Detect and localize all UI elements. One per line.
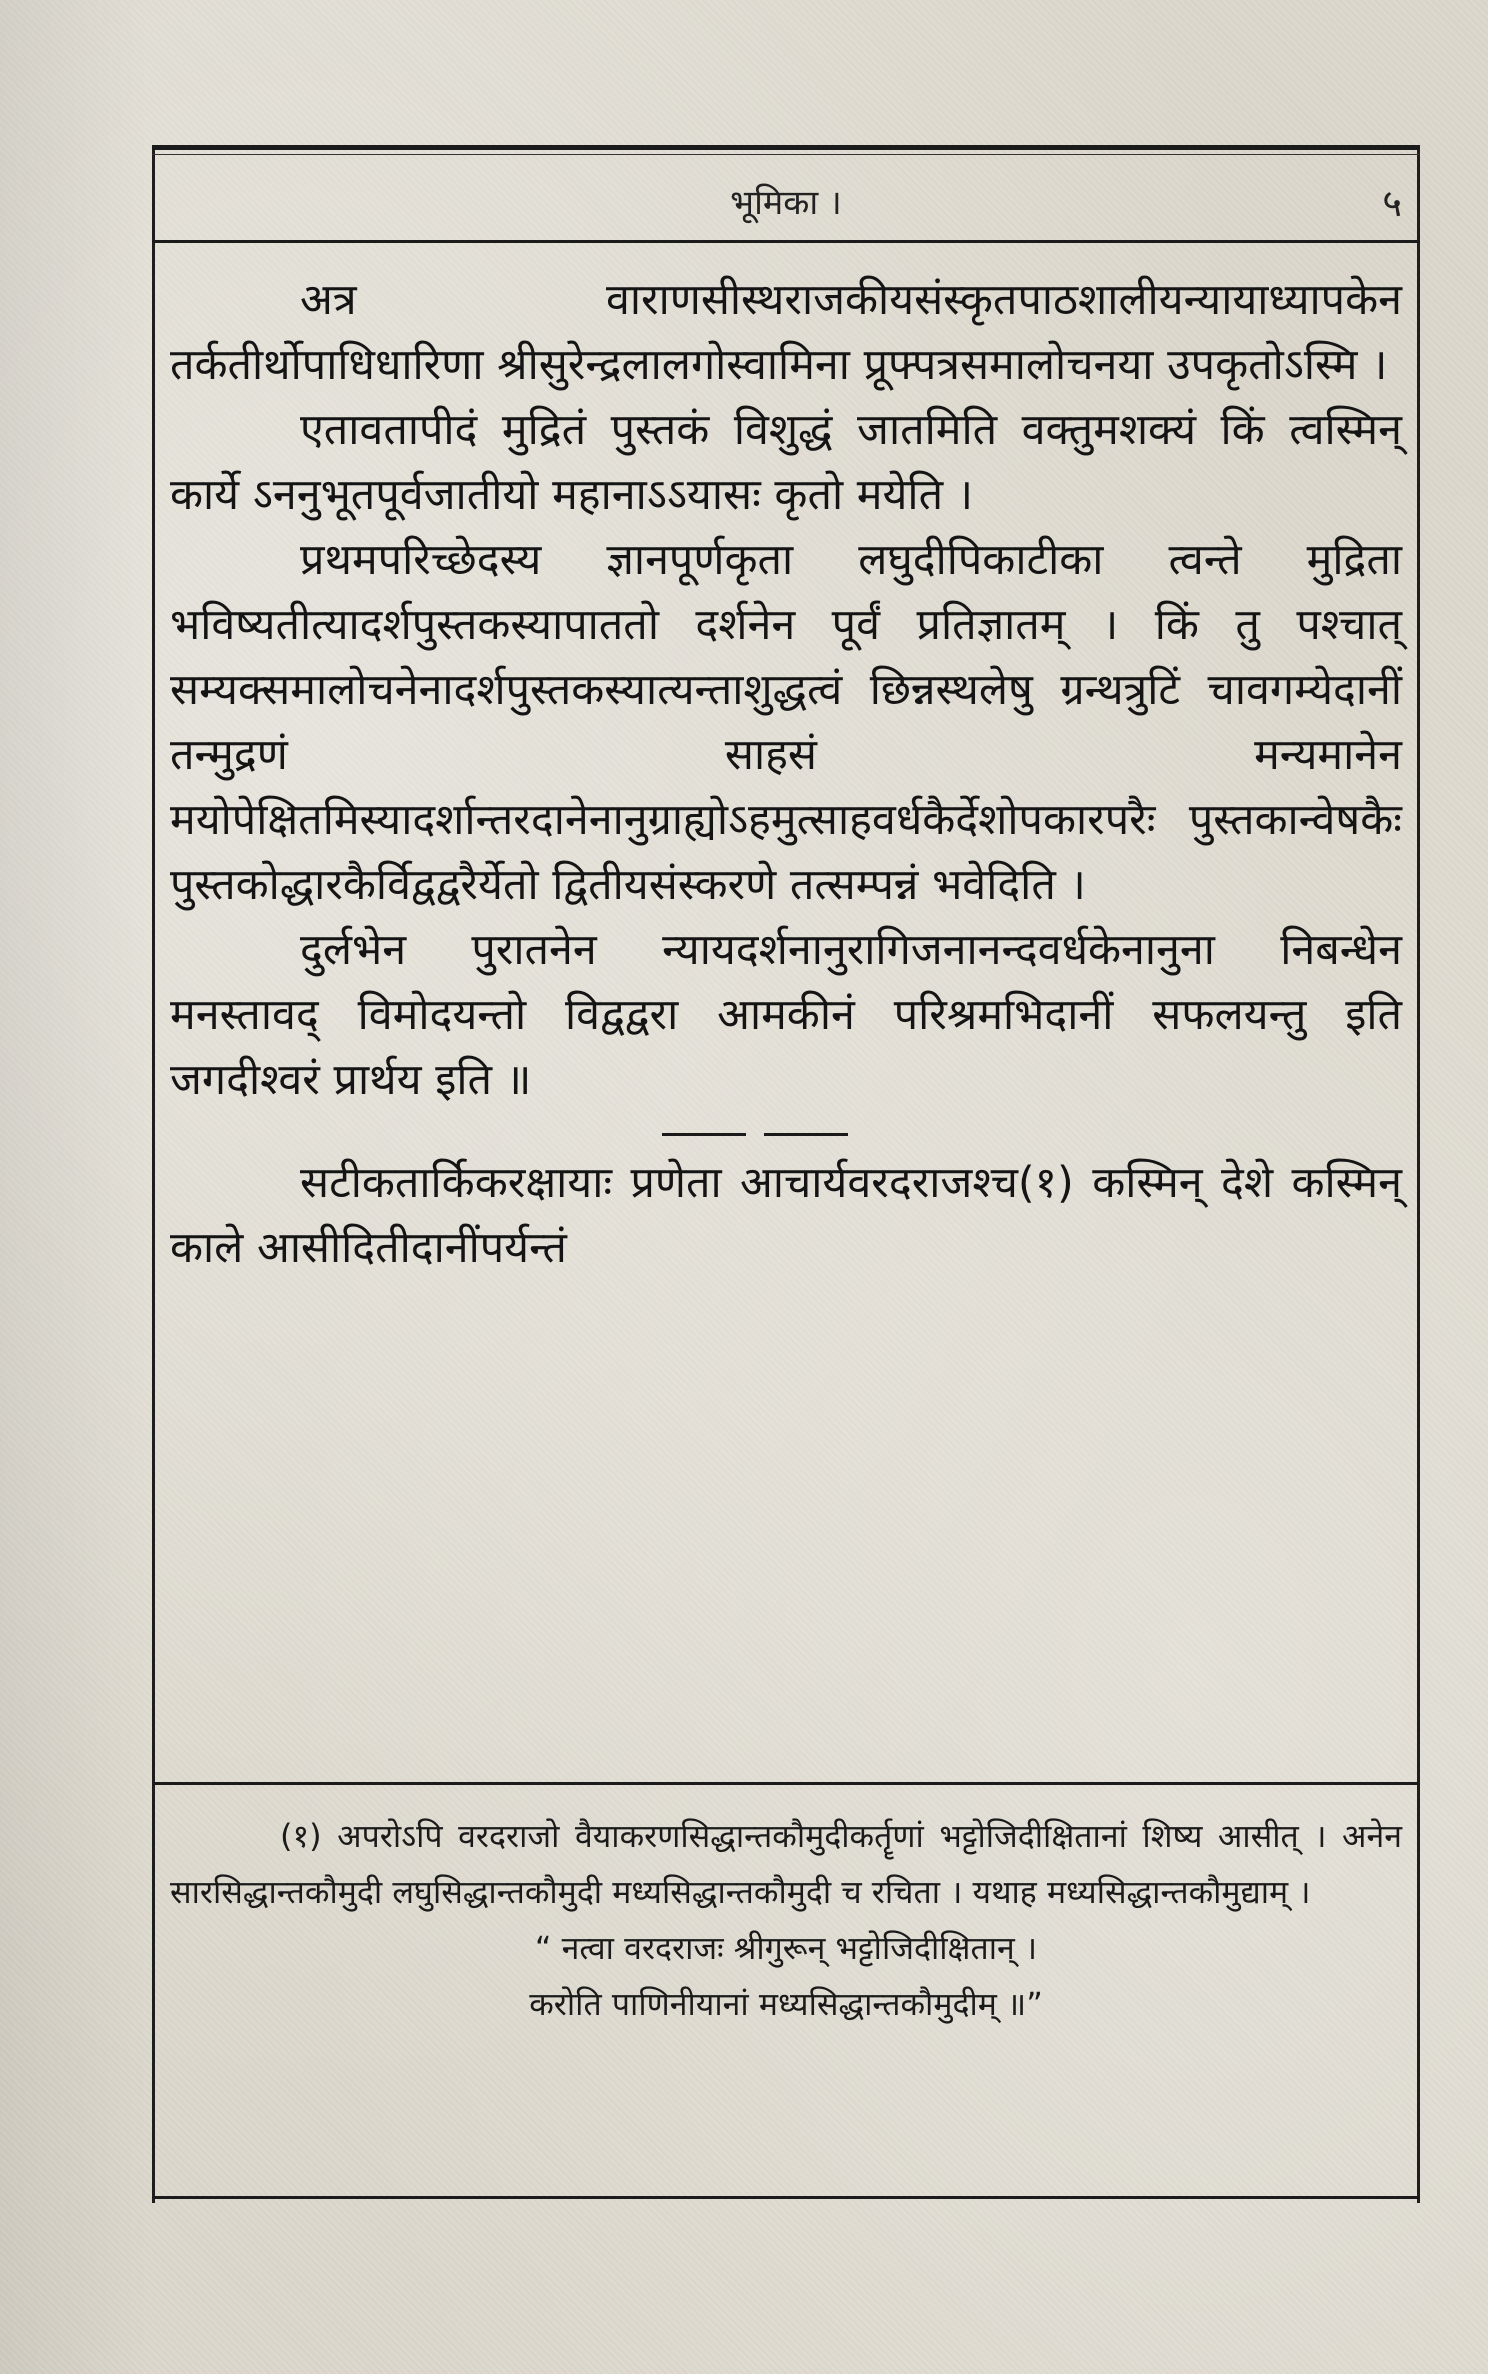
bottom-rule — [152, 2196, 1420, 2199]
footnote-verse-line: करोति पाणिनीयानां मध्यसिद्धान्तकौमुदीम् ॥” — [529, 1985, 1043, 2023]
top-rule-thin — [152, 154, 1420, 155]
paragraph: एतावतापीदं मुद्रितं पुस्तकं विशुद्धं जातमिति वक्तुमशक्यं किं त्वस्मिन् कार्ये ऽननुभूतपूर्वजातीयो महानाऽऽयासः कृतो मयेति । — [170, 405, 1402, 520]
page-number: ५ — [1382, 181, 1402, 225]
page-margin-shadow — [0, 0, 150, 2374]
footnote — [170, 1808, 1402, 2032]
footnote-rule — [152, 1782, 1420, 1785]
running-head — [152, 168, 1420, 228]
paragraph: दुर्लभेन पुरातनेन न्यायदर्शनानुरागिजनानन्दवर्धकेनानुना निबन्धेन मनस्तावद् विमोदयन्तो विद्वद्वरा आमकीनं परिश्रमभिदानीं सफलयन्तु इति जगदीश्वरं प्रार्थय इति ॥ — [170, 925, 1402, 1105]
section-separator — [170, 1113, 1402, 1151]
top-rule — [152, 145, 1420, 150]
closing-paragraph: सटीकतार्किकरक्षायाः प्रणेता आचार्यवरदराजश्च(१) कस्मिन् देशे कस्मिन् काले आसीदितीदानींपर्यन्तं — [170, 1158, 1402, 1273]
paragraph: प्रथमपरिच्छेदस्य ज्ञानपूर्णकृता लघुदीपिकाटीका त्वन्ते मुद्रिता भविष्यतीत्यादर्शपुस्तकस्यापाततो दर्शनेन पूर्वं प्रतिज्ञातम् । किं तु पश्चात् सम्यक्समालोचनेनादर्शपुस्तकस्यात्यन्ताशुद्धत्वं छिन्नस्थलेषु ग्रन्थत्रुटिं चावगम्येदानीं तन्मुद्रणं साहसं मन्यमानेन मयोपेक्षितमिस्यादर्शान्तरदानेनानुग्राह्योऽहमुत्साहवर्धकैर्देशोपकारपरैः पुस्तकान्वेषकैः पुस्तकोद्धारकैर्विद्वद्वरैर्येतो द्वितीयसंस्करणे तत्सम्पन्नं भवेदिति । — [170, 535, 1402, 910]
paragraph: अत्र वाराणसीस्थराजकीयसंस्कृतपाठशालीयन्यायाध्यापकेन तर्कतीर्थोपाधिधारिणा श्रीसुरेन्द्रलालगोस्वामिना प्रूफ्पत्रसमालोचनया उपकृतोऽस्मि । — [170, 275, 1402, 390]
separator-dash — [764, 1133, 848, 1136]
header-rule — [152, 240, 1420, 243]
page-title: भूमिका । — [730, 183, 842, 223]
separator-dash — [662, 1133, 746, 1136]
footnote-verse-line: “ नत्वा वरदराजः श्रीगुरून् भट्टोजिदीक्षितान् । — [534, 1929, 1038, 1967]
main-text — [170, 268, 1402, 1281]
footnote-text: (१) अपरोऽपि वरदराजो वैयाकरणसिद्धान्तकौमुदीकर्तॄणां भट्टोजिदीक्षितानां शिष्य आसीत् । अनेन सारसिद्धान्तकौमुदी लघुसिद्धान्तकौमुदी मध्यसिद्धान्तकौमुदी च रचिता । यथाह मध्यसिद्धान्तकौमुद्याम् । — [170, 1817, 1402, 1911]
